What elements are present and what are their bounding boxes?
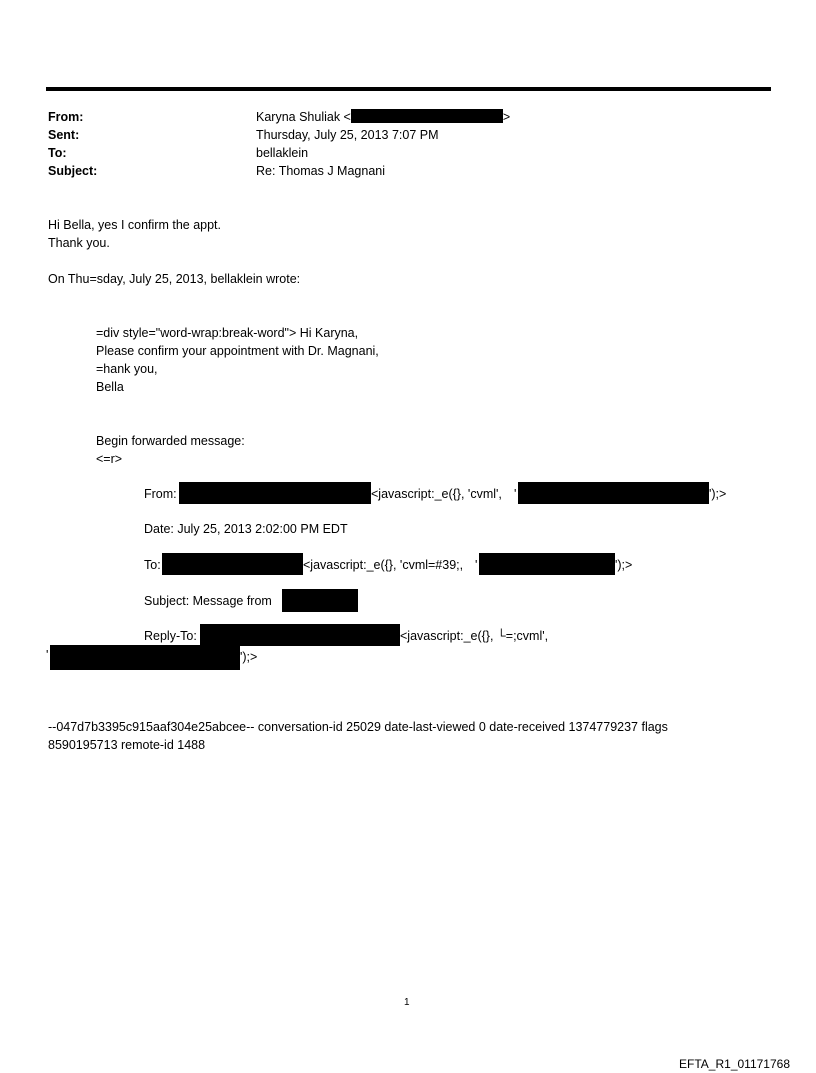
- fwd-to-redaction-1: [162, 553, 303, 575]
- fwd-to-end: ');>: [615, 558, 633, 572]
- subject-value: Re: Thomas J Magnani: [256, 164, 385, 178]
- from-trail: >: [502, 110, 511, 124]
- quote-intro: On Thu=sday, July 25, 2013, bellaklein wrote:: [48, 272, 301, 286]
- fwd-to-label: To:: [144, 558, 161, 572]
- fwd-replyto-label: Reply-To:: [144, 629, 197, 643]
- fwd-to-js: <javascript:_e({}, 'cvml=#39;,: [303, 558, 464, 572]
- fwd-from-end: ');>: [709, 487, 727, 501]
- fwd-to-tick: ': [475, 558, 478, 572]
- sent-value: Thursday, July 25, 2013 7:07 PM: [256, 128, 439, 142]
- forward-intro: Begin forwarded message:: [96, 434, 245, 448]
- fwd-subject-label: Subject: Message from: [144, 594, 272, 608]
- forward-tag: <=r>: [96, 452, 123, 466]
- fwd-date: Date: July 25, 2013 2:02:00 PM EDT: [144, 522, 348, 536]
- fwd-replyto-redaction-1: [200, 624, 400, 646]
- to-value: bellaklein: [256, 146, 309, 160]
- page-number: 1: [404, 997, 410, 1008]
- body-line-1: Hi Bella, yes I confirm the appt.: [48, 218, 221, 232]
- quoted-line-4: Bella: [96, 380, 124, 394]
- fwd-from-redaction-1: [179, 482, 371, 504]
- top-rule: [46, 87, 771, 91]
- to-label: To:: [48, 146, 67, 160]
- quoted-line-1: =div style="word-wrap:break-word"> Hi Karyna,: [96, 326, 359, 340]
- from-label: From:: [48, 110, 84, 124]
- body-line-2: Thank you.: [48, 236, 110, 250]
- meta-line-2: 8590195713 remote-id 1488: [48, 738, 206, 752]
- subject-label: Subject:: [48, 164, 98, 178]
- fwd-to-redaction-2: [479, 553, 615, 575]
- fwd-replyto-redaction-2: [50, 645, 240, 670]
- fwd-from-js: <javascript:_e({}, 'cvml',: [371, 487, 502, 501]
- from-name: Karyna Shuliak <: [256, 110, 351, 124]
- fwd-from-label: From:: [144, 487, 177, 501]
- quoted-line-2: Please confirm your appointment with Dr. Magnani,: [96, 344, 379, 358]
- document-id: EFTA_R1_01171768: [679, 1057, 790, 1071]
- fwd-from-redaction-2: [518, 482, 709, 504]
- from-redaction: [351, 109, 503, 123]
- meta-line-1: --047d7b3395c915aaf304e25abcee-- conversation-id 25029 date-last-viewed 0 date-received 1374779237 flags: [48, 720, 668, 734]
- quoted-line-3: =hank you,: [96, 362, 158, 376]
- fwd-from-tick: ': [514, 487, 517, 501]
- from-value: [256, 108, 510, 126]
- fwd-replyto-js: <javascript:_e({}, └=;cvml',: [400, 629, 549, 643]
- fwd-replyto-end: ');>: [240, 650, 258, 664]
- fwd-replyto-tick: ': [46, 648, 49, 662]
- sent-label: Sent:: [48, 128, 80, 142]
- fwd-subject-redaction: [282, 589, 358, 612]
